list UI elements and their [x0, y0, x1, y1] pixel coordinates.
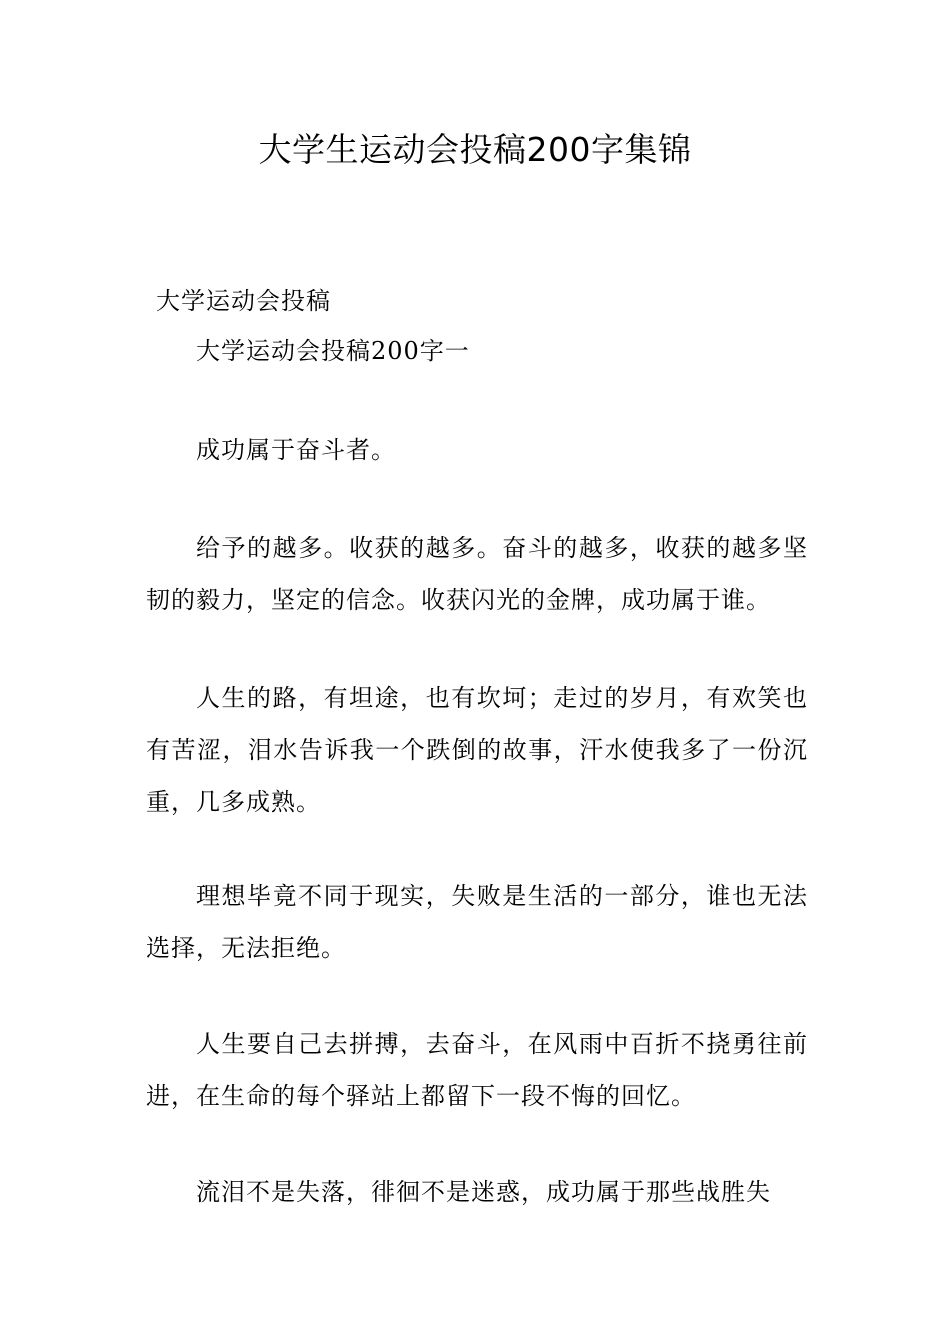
paragraph-2: 给予的越多。收获的越多。奋斗的越多，收获的越多坚韧的毅力，坚定的信念。收获闪光的金牌，成功属于谁。 [146, 534, 808, 614]
paragraph-3: 人生的路，有坦途，也有坎坷；走过的岁月，有欢笑也有苦涩，泪水告诉我一个跌倒的故事，汗水使我多了一份沉重，几多成熟。 [146, 684, 808, 816]
paragraph-1: 成功属于奋斗者。 [196, 436, 396, 464]
paragraph-6: 流泪不是失落，徘徊不是迷惑，成功属于那些战胜失 [196, 1178, 771, 1206]
document-title: 大学生运动会投稿200字集锦 [258, 130, 692, 169]
article-subheading: 大学运动会投稿200字一 [196, 337, 470, 365]
paragraph-5: 人生要自己去拼搏，去奋斗，在风雨中百折不挠勇往前进，在生命的每个驿站上都留下一段不悔的回忆。 [146, 1030, 808, 1110]
section-label: 大学运动会投稿 [156, 287, 331, 315]
paragraph-4: 理想毕竟不同于现实，失败是生活的一部分，谁也无法选择，无法拒绝。 [146, 882, 808, 962]
